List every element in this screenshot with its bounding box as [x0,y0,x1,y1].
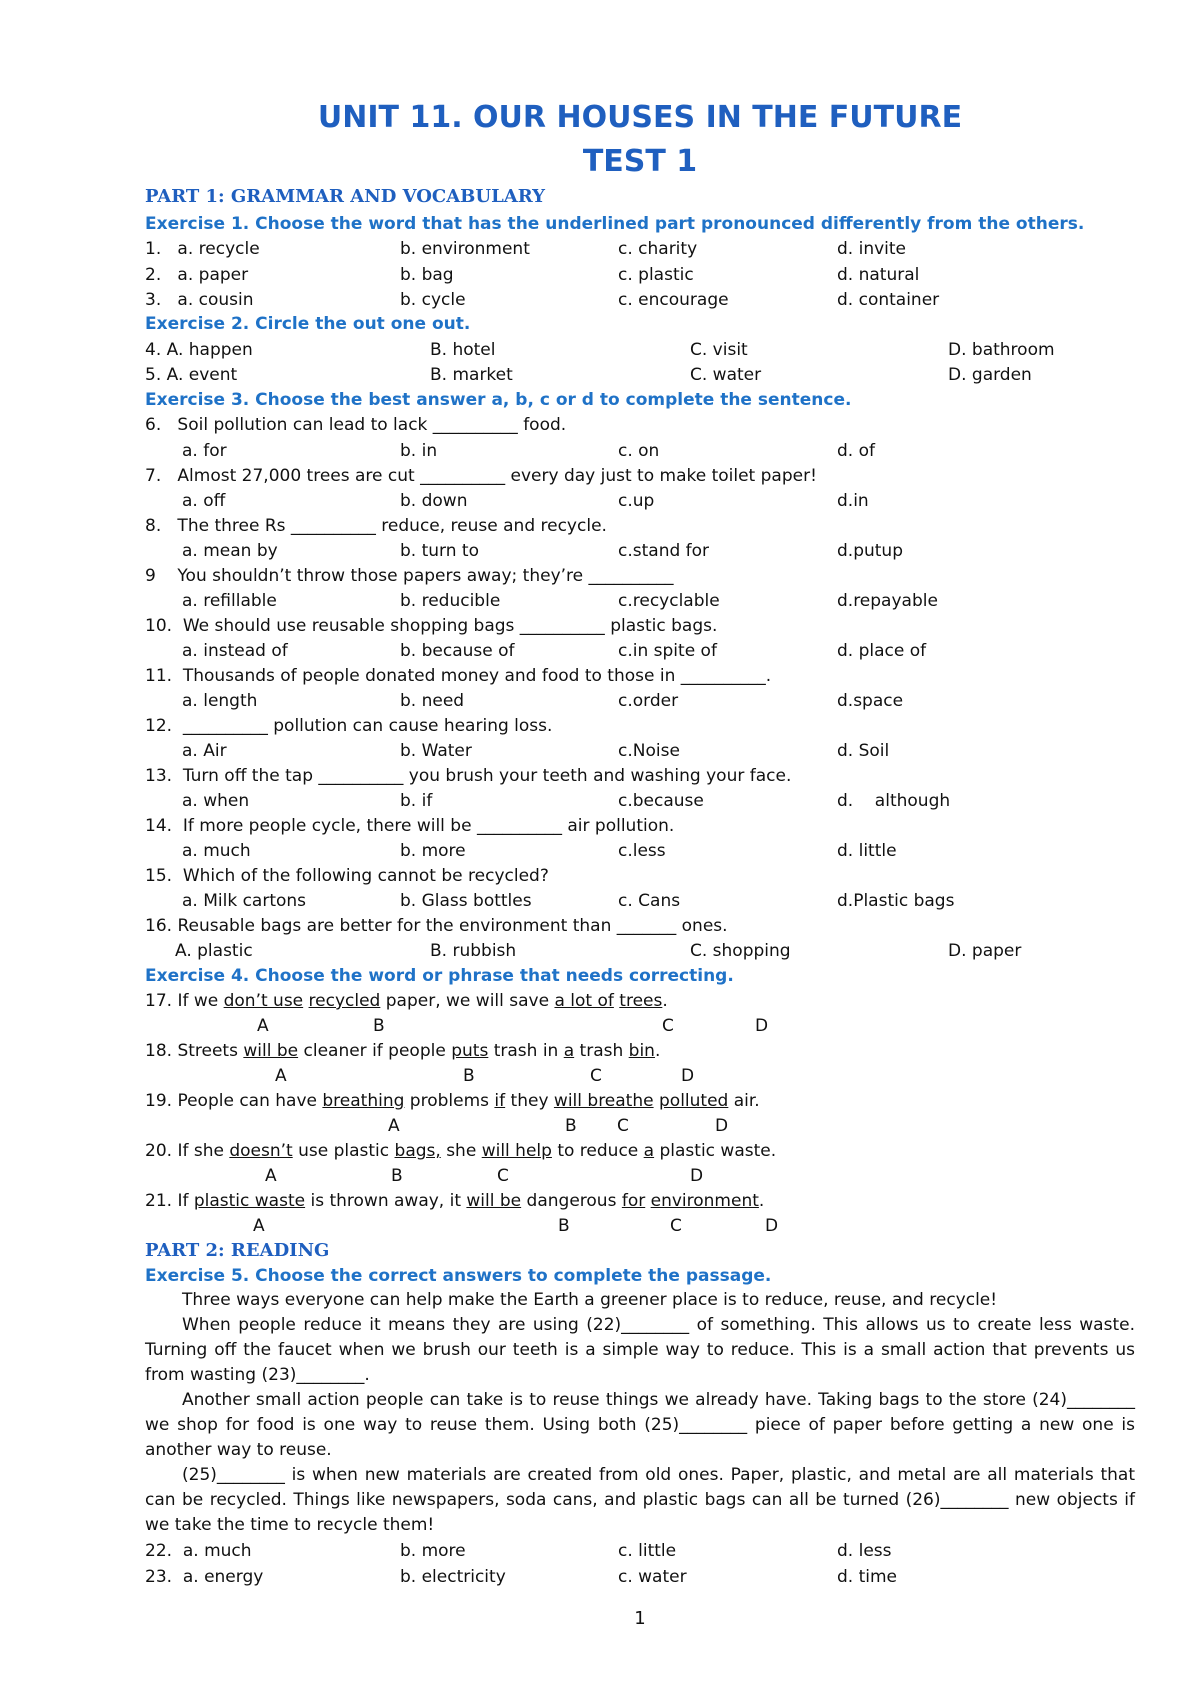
option-c: c.less [618,841,666,861]
sentence-part: . [662,991,668,1011]
letter-d: D [765,1216,779,1236]
sentence-part: plastic waste. [654,1141,777,1161]
option-a: a. refillable [182,591,277,611]
underlined-part-b: puts [451,1041,489,1061]
question-7: 7. Almost 27,000 trees are cut __________ every day just to make toilet paper! [145,466,817,486]
option-b: b. reducible [400,591,501,611]
part2-heading: PART 2: READING [145,1240,330,1261]
option-a: 5. A. event [145,365,238,385]
sentence-part: they [505,1091,554,1111]
underlined-part-b: bags, [394,1141,441,1161]
option-a: a. Air [182,741,227,761]
option-d: d. time [837,1567,898,1587]
option-b: b. Glass bottles [400,891,532,911]
letter-c: C [617,1116,629,1136]
option-d: d.in [837,491,869,511]
option-d: d. of [837,441,875,461]
part1-heading: PART 1: GRAMMAR AND VOCABULARY [145,186,545,207]
letter-b: B [463,1066,475,1086]
letter-b: B [565,1116,577,1136]
passage-paragraph-4: (25)________ is when new materials are created from old ones. Paper, plastic, and metal are all materials that can be recycled. Things like newspapers, soda cans, and plastic bags can all be turned (26)________ new objects if we take the time to recycle them! [145,1465,1135,1535]
sentence-part: 17. If we [145,991,224,1011]
option-d: D. paper [948,941,1022,961]
underlined-part-d: a [643,1141,655,1161]
option-c: c.order [618,691,679,711]
underlined-part-c: will breathe [553,1091,654,1111]
question-15: 15. Which of the following cannot be recycled? [145,866,549,886]
letter-d: D [690,1166,704,1186]
option-c: c.Noise [618,741,680,761]
option-a: a. for [182,441,227,461]
sentence-part: paper, we will save [380,991,555,1011]
option-b: b. because of [400,641,515,661]
option-a: a. Milk cartons [182,891,307,911]
question-10: 10. We should use reusable shopping bags __________ plastic bags. [145,616,718,636]
option-b: b. in [400,441,438,461]
option-a: 3. a. cousin [145,290,254,310]
letter-a: A [257,1016,269,1036]
page-subtitle: TEST 1 [582,144,698,179]
letter-c: C [590,1066,602,1086]
exercise2-heading: Exercise 2. Circle the out one out. [145,314,471,334]
sentence-part: trash in [488,1041,564,1061]
letter-a: A [275,1066,287,1086]
letter-d: D [755,1016,769,1036]
sentence-part: use plastic [292,1141,395,1161]
option-b: b. need [400,691,465,711]
option-b: b. electricity [400,1567,506,1587]
page-title: UNIT 11. OUR HOUSES IN THE FUTURE [317,100,963,135]
option-b: b. if [400,791,433,811]
passage-paragraph-3: Another small action people can take is to reuse things we already have. Taking bags to the store (24)________ we shop for food is one way to reuse them. Using both (25)________ piece of paper before getting a new one is another way to reuse. [145,1390,1135,1460]
sentence-part: 21. If [145,1191,194,1211]
sentence-part: . [654,1041,661,1061]
option-b: b. more [400,841,466,861]
option-a: 1. a. recycle [145,239,260,259]
page-number: 1 [634,1608,646,1629]
option-d: D. bathroom [948,340,1055,360]
question-13: 13. Turn off the tap __________ you brush your teeth and washing your face. [145,766,792,786]
option-c: c. water [618,1567,687,1587]
letter-d: D [715,1116,729,1136]
option-b: b. more [400,1541,466,1561]
option-a: 22. a. much [145,1541,252,1561]
sentence-part: 18. Streets [145,1041,244,1061]
question-14: 14. If more people cycle, there will be __________ air pollution. [145,816,675,836]
option-c: c. on [618,441,660,461]
letter-a: A [265,1166,277,1186]
question-18 [145,1040,660,1062]
sentence-part: is thrown away, it [305,1191,467,1211]
question-12: 12. __________ pollution can cause hearing loss. [145,716,553,736]
sentence-part: air. [728,1091,760,1111]
underlined-part-c: a [563,1041,575,1061]
option-c: C. water [690,365,762,385]
question-6: 6. Soil pollution can lead to lack __________ food. [145,415,567,435]
option-c: C. visit [690,340,748,360]
option-c: c.stand for [618,541,710,561]
underlined-part-a: doesn’t [229,1141,293,1161]
option-c: c.up [618,491,655,511]
letter-b: B [391,1166,403,1186]
sentence-part: cleaner if people [298,1041,452,1061]
underlined-part-a: plastic waste [193,1191,306,1211]
underlined-part-a: breathing [322,1091,405,1111]
option-c: c. charity [618,239,698,259]
question-21 [145,1190,764,1212]
underlined-part-c: will help [481,1141,552,1161]
option-a: a. mean by [182,541,278,561]
option-d: d.space [837,691,904,711]
underlined-part-a: will be [243,1041,299,1061]
option-c: c.because [618,791,704,811]
option-d: d. container [837,290,940,310]
question-8: 8. The three Rs __________ reduce, reuse and recycle. [145,516,607,536]
underlined-part-d: trees [619,991,663,1011]
option-b: b. bag [400,265,454,285]
letter-c: C [670,1216,682,1236]
question-17 [145,990,668,1012]
option-d: d.repayable [837,591,938,611]
option-b: B. rubbish [430,941,517,961]
sentence-part: to reduce [551,1141,644,1161]
option-c: c. encourage [618,290,729,310]
option-a: a. length [182,691,258,711]
underlined-part-b: will be [466,1191,522,1211]
underlined-part-c: for [621,1191,646,1211]
option-c: c.recyclable [618,591,720,611]
letter-a: A [253,1216,265,1236]
option-a: A. plastic [175,941,253,961]
letter-c: C [662,1016,674,1036]
underlined-part-b: if [494,1091,506,1111]
letter-b: B [373,1016,385,1036]
option-c: C. shopping [690,941,791,961]
sentence-part: 20. If she [145,1141,230,1161]
option-c: c. Cans [618,891,681,911]
question-9: 9 You shouldn’t throw those papers away; they’re __________ [145,566,674,586]
option-b: b. cycle [400,290,466,310]
option-d: d. place of [837,641,927,661]
option-d: d.Plastic bags [837,891,955,911]
sentence-part: dangerous [521,1191,622,1211]
option-a: a. instead of [182,641,288,661]
question-11: 11. Thousands of people donated money and food to those in __________. [145,666,772,686]
exercise4-heading: Exercise 4. Choose the word or phrase that needs correcting. [145,966,734,986]
sentence-part: trash [574,1041,629,1061]
option-b: B. hotel [430,340,496,360]
underlined-part-d: polluted [659,1091,729,1111]
option-b: B. market [430,365,513,385]
option-b: b. turn to [400,541,479,561]
option-a: a. off [182,491,226,511]
option-a: 23. a. energy [145,1567,264,1587]
underlined-part-a: don’t use [223,991,304,1011]
option-c: c. plastic [618,265,694,285]
option-a: 4. A. happen [145,340,253,360]
exercise1-heading: Exercise 1. Choose the word that has the underlined part pronounced differently from the others. [145,214,1085,234]
letter-c: C [497,1166,509,1186]
option-d: d. natural [837,265,920,285]
option-d: d.putup [837,541,903,561]
option-d: d. Soil [837,741,890,761]
passage-paragraph-2: When people reduce it means they are using (22)________ of something. This allows us to create less waste. Turning off the faucet when we brush our teeth is a simple way to reduce. This is a small action that prevents us from wasting (23)________. [145,1315,1135,1385]
option-c: c.in spite of [618,641,717,661]
option-d: D. garden [948,365,1032,385]
sentence-part: . [758,1191,765,1211]
option-d: d. although [837,791,951,811]
option-c: c. little [618,1541,677,1561]
question-19 [145,1090,760,1112]
passage-paragraph-1: Three ways everyone can help make the Earth a greener place is to reduce, reuse, and recycle! [182,1290,998,1310]
sentence-part: 19. People can have [145,1091,323,1111]
question-16: 16. Reusable bags are better for the environment than _______ ones. [145,916,728,936]
option-b: b. Water [400,741,472,761]
sentence-part: she [440,1141,482,1161]
letter-d: D [681,1066,695,1086]
exercise3-heading: Exercise 3. Choose the best answer a, b, c or d to complete the sentence. [145,390,852,410]
option-d: d. less [837,1541,892,1561]
underlined-part-d: environment [650,1191,759,1211]
sentence-part: problems [404,1091,495,1111]
option-b: b. down [400,491,468,511]
question-20 [145,1140,776,1162]
exercise5-heading: Exercise 5. Choose the correct answers to complete the passage. [145,1266,772,1286]
underlined-part-b: recycled [308,991,381,1011]
letter-a: A [388,1116,400,1136]
option-b: b. environment [400,239,530,259]
option-d: d. little [837,841,897,861]
letter-b: B [558,1216,570,1236]
underlined-part-d: bin [628,1041,655,1061]
option-d: d. invite [837,239,907,259]
option-a: 2. a. paper [145,265,249,285]
option-a: a. when [182,791,250,811]
underlined-part-c: a lot of [554,991,614,1011]
option-a: a. much [182,841,251,861]
